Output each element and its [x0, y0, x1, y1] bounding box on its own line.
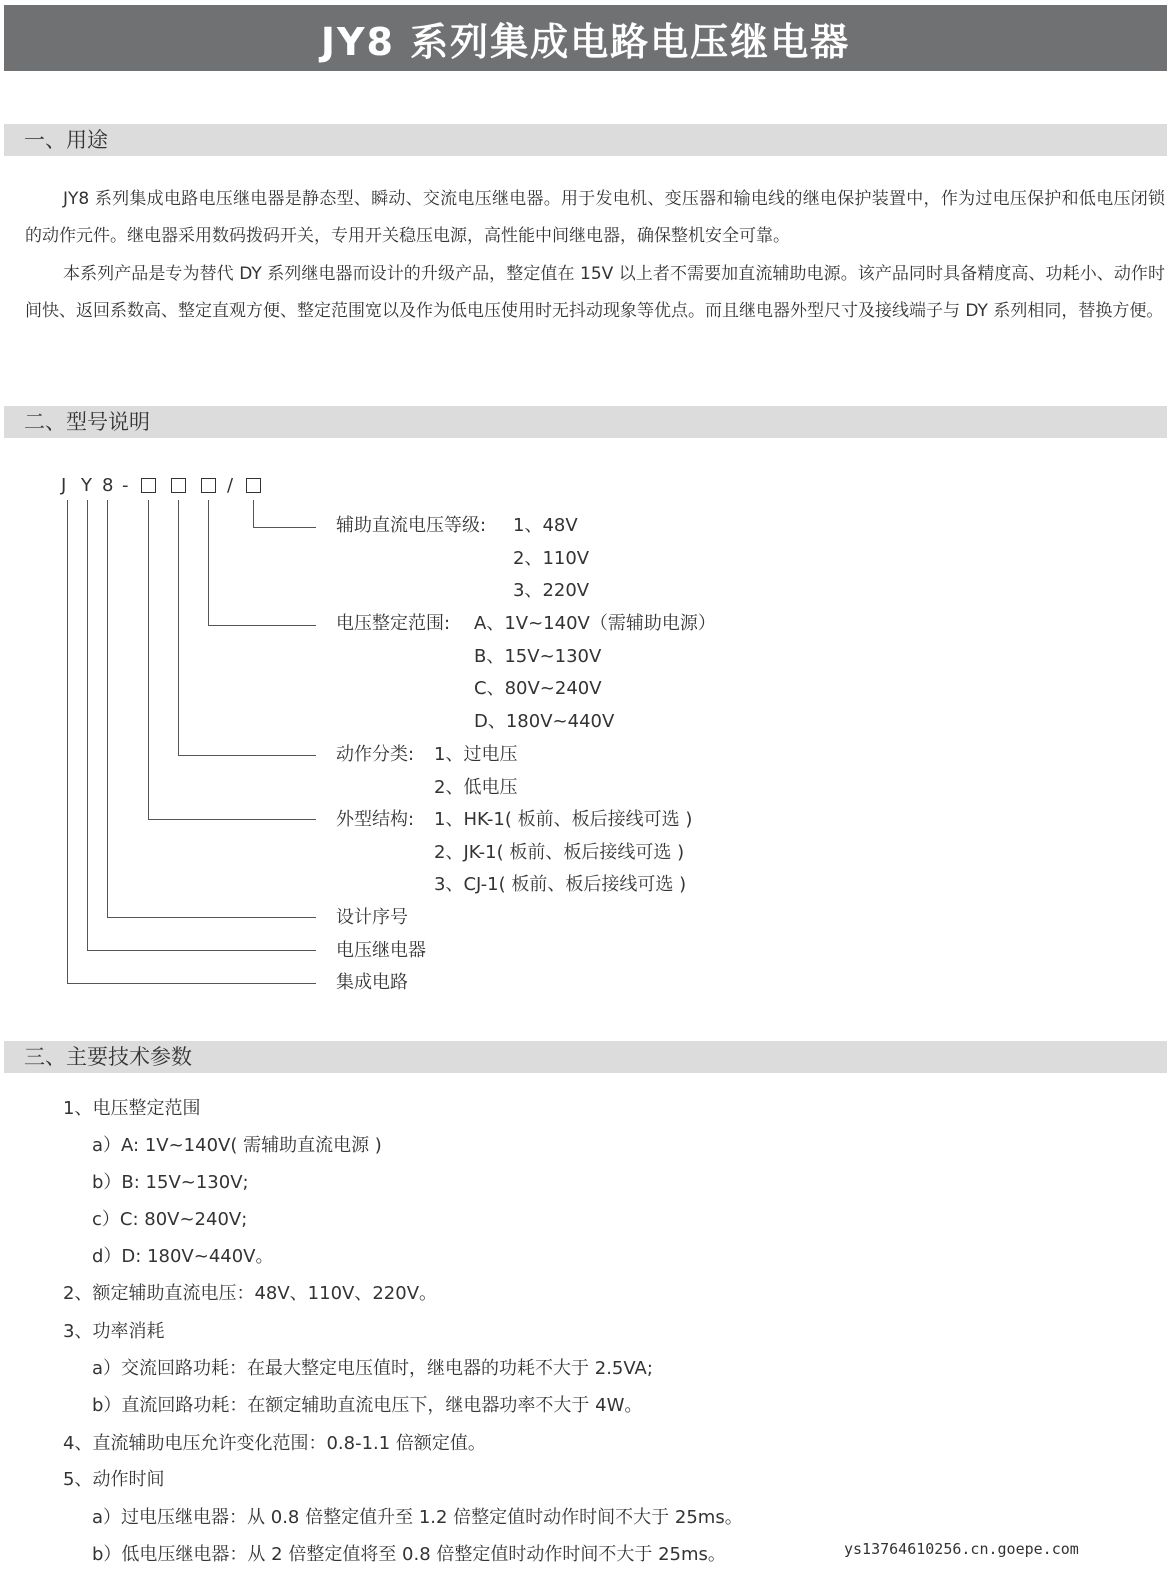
aux-option-2: 2、110V: [513, 548, 590, 569]
aux-option-3: 3、220V: [513, 580, 590, 601]
spec-line: a）交流回路功耗：在最大整定电压值时，继电器的功耗不大于 2.5VA;: [92, 1358, 653, 1379]
structure-option-3: 3、CJ-1( 板前、板后接线可选 ): [434, 874, 687, 895]
action-option-2: 2、低电压: [434, 777, 518, 798]
page-title: JY8 系列集成电路电压继电器: [4, 5, 1167, 71]
aux-option-1: 1、48V: [513, 515, 578, 536]
spec-line: c）C: 80V~240V;: [92, 1209, 248, 1230]
code-box-range: [201, 478, 216, 493]
connector-relay-h: [87, 950, 316, 951]
spec-line: b）直流回路功耗：在额定辅助直流电压下，继电器功率不大于 4W。: [92, 1395, 643, 1416]
label-action-type: 动作分类:: [336, 744, 415, 765]
connector-range: [208, 500, 209, 626]
usage-paragraph-1: JY8 系列集成电路电压继电器是静态型、瞬动、交流电压继电器。用于发电机、变压器和输电线的继电保护装置中，作为过电压保护和低电压闭锁的动作元件。继电器采用数码拨码开关，专用开关稳压电源，高性能中间继电器，确保整机安全可靠。: [25, 189, 1165, 246]
connector-ic: [67, 500, 68, 984]
spec-line: 1、电压整定范围: [63, 1098, 201, 1119]
spec-line: 2、额定辅助直流电压：48V、110V、220V。: [63, 1283, 438, 1304]
action-option-1: 1、过电压: [434, 744, 518, 765]
section-heading-specs: 三、主要技术参数: [4, 1041, 1167, 1073]
range-option-a: A、1V~140V（需辅助电源）: [474, 613, 716, 634]
code-box-action: [171, 478, 186, 493]
connector-action-h: [178, 755, 316, 756]
spec-line: d）D: 180V~440V。: [92, 1246, 274, 1267]
spec-line: 3、功率消耗: [63, 1321, 165, 1342]
section-heading-model: 二、型号说明: [4, 406, 1167, 438]
code-char-y: Y: [81, 475, 92, 496]
range-option-d: D、180V~440V: [474, 711, 615, 732]
code-dash: -: [122, 475, 129, 496]
connector-aux: [253, 500, 254, 528]
label-design-serial: 设计序号: [336, 907, 408, 928]
spec-line: b）B: 15V~130V;: [92, 1172, 249, 1193]
label-aux-voltage: 辅助直流电压等级:: [336, 515, 487, 536]
usage-paragraph-2: 本系列产品是专为替代 DY 系列继电器而设计的升级产品，整定值在 15V 以上者不需要加直流辅助电源。该产品同时具备精度高、功耗小、动作时间快、返回系数高、整定直观方便、整定范围宽以及作为低电压使用时无抖动现象等优点。而且继电器外型尺寸及接线端子与 DY 系列相同，替换方便。: [25, 264, 1165, 321]
code-box-structure: [141, 478, 156, 493]
label-voltage-relay: 电压继电器: [336, 940, 426, 961]
spec-line: b）低电压继电器：从 2 倍整定值将至 0.8 倍整定值时动作时间不大于 25ms。: [92, 1544, 726, 1565]
code-char-j: J: [61, 475, 67, 496]
range-option-b: B、15V~130V: [474, 646, 602, 667]
section-heading-usage: 一、用途: [4, 124, 1167, 156]
structure-option-2: 2、JK-1( 板前、板后接线可选 ): [434, 842, 685, 863]
label-voltage-range: 电压整定范围:: [336, 613, 451, 634]
code-slash: /: [227, 475, 234, 496]
label-structure: 外型结构:: [336, 809, 415, 830]
connector-action: [178, 500, 179, 756]
connector-aux-h: [253, 527, 316, 528]
spec-line: 5、动作时间: [63, 1469, 165, 1490]
connector-ic-h: [67, 983, 316, 984]
spec-line: a）过电压继电器：从 0.8 倍整定值升至 1.2 倍整定值时动作时间不大于 25ms。: [92, 1507, 743, 1528]
connector-structure-h: [148, 819, 316, 820]
code-box-aux: [246, 478, 261, 493]
connector-design-h: [107, 917, 316, 918]
connector-structure: [148, 500, 149, 820]
spec-line: a）A: 1V~140V( 需辅助直流电源 ): [92, 1135, 382, 1156]
spec-line: 4、直流辅助电压允许变化范围：0.8-1.1 倍额定值。: [63, 1433, 486, 1454]
label-integrated-circuit: 集成电路: [336, 972, 408, 993]
connector-relay: [87, 500, 88, 951]
connector-range-h: [208, 625, 316, 626]
code-char-8: 8: [102, 475, 114, 496]
connector-design: [107, 500, 108, 918]
structure-option-1: 1、HK-1( 板前、板后接线可选 ): [434, 809, 693, 830]
watermark: ys13764610256.cn.goepe.com: [844, 1540, 1079, 1558]
range-option-c: C、80V~240V: [474, 678, 602, 699]
